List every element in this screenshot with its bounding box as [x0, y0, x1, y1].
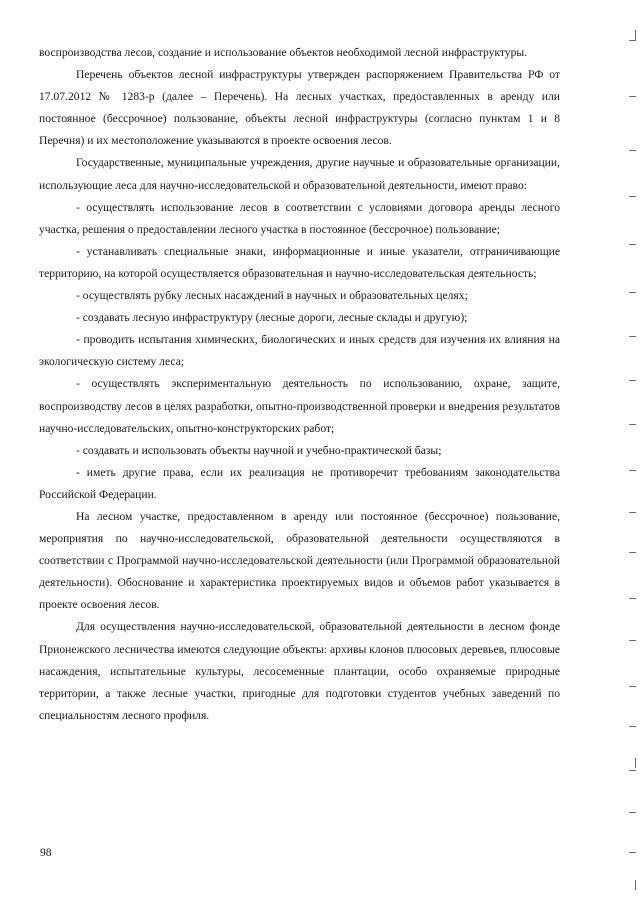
scan-mark [629, 770, 636, 771]
scan-mark [629, 470, 636, 471]
page-number: 98 [40, 846, 52, 859]
scan-mark [629, 552, 636, 553]
scan-mark [629, 640, 636, 641]
scan-mark [629, 852, 636, 853]
scan-mark [635, 880, 636, 890]
scan-mark [629, 686, 636, 687]
list-item-7: - создавать и использовать объекты научной и учебно-практической базы; [76, 443, 442, 457]
scan-mark [629, 598, 636, 599]
scan-mark [629, 424, 636, 425]
scan-margin-marks [620, 0, 640, 905]
paragraph-2: Перечень объектов лесной инфраструктуры утвержден распоряжением Правительства РФ от 17.07.2012 № 1283-р (далее – Перечень). На лесных участках, предоставленных в аренду или постоянное (бессрочное) пользование, объекты лесной инфраструктуры (согласно пунктам 1 и 8 Перечня) и их местоположение указываются в проекте освоения лесов. [39, 68, 560, 148]
list-item-1: - осуществлять использование лесов в соответствии с условиями договора аренды лесного участка, решения о предоставлении лесного участка в постоянное (бессрочное) пользование; [39, 200, 560, 236]
scan-mark [635, 758, 636, 768]
list-item-2: - устанавливать специальные знаки, информационные и иные указатели, отграничивающие территорию, на которой осуществляется образовательная и научно-исследовательская деятельность; [39, 244, 560, 280]
scan-mark [635, 30, 636, 40]
list-item-3: - осуществлять рубку лесных насаждений в научных и образовательных целях; [76, 289, 468, 303]
scan-mark [629, 244, 636, 245]
list-item-6: - осуществлять экспериментальную деятельность по использованию, охране, защите, воспроизводству лесов в целях разработки, опытно-производственной проверки и внедрения результатов научно-исследовательских, опытно-конструкторских работ; [39, 377, 560, 435]
scan-mark [629, 292, 636, 293]
scan-mark [629, 512, 636, 513]
document-body [39, 42, 560, 727]
paragraph-5: Для осуществления научно-исследовательской, образовательной деятельности в лесном фонде Прионежского лесничества имеются следующие объекты: архивы клонов плюсовых деревьев, плюсовые насаждения, испытательные культуры, лесосеменные плантации, особо охраняемые природные территории, а также лесные участки, пригодные для подготовки студентов учебных заведений по специальностям лесного профиля. [39, 620, 560, 722]
scan-mark [629, 726, 636, 727]
scan-mark [629, 812, 636, 813]
scan-mark [629, 96, 636, 97]
scan-mark [629, 336, 636, 337]
paragraph-3: Государственные, муниципальные учреждения, другие научные и образовательные организации, использующие леса для научно-исследовательской и образовательной деятельности, имеют право: [39, 156, 560, 192]
paragraph-4: На лесном участке, предоставленном в аренду или постоянное (бессрочное) пользование, мероприятия по научно-исследовательской, образовательной деятельности осуществляются в соответствии с Программой научно-исследовательской деятельности (или Программой образовательной деятельности). Обоснование и характеристика проектируемых видов и объемов работ указывается в проекте освоения лесов. [39, 509, 560, 612]
scan-mark [629, 150, 636, 151]
scan-mark [629, 380, 636, 381]
scan-mark [629, 40, 636, 41]
paragraph-1: воспроизводства лесов, создание и использование объектов необходимой лесной инфраструктуры. [39, 46, 528, 59]
list-item-8: - иметь другие права, если их реализация не противоречит требованиям законодательства Российской Федерации. [39, 465, 560, 501]
list-item-5: - проводить испытания химических, биологических и иных средств для изучения их влияния на экологическую систему леса; [39, 333, 560, 369]
list-item-4: - создавать лесную инфраструктуру (лесные дороги, лесные склады и другую); [76, 311, 468, 325]
scan-mark [629, 196, 636, 197]
